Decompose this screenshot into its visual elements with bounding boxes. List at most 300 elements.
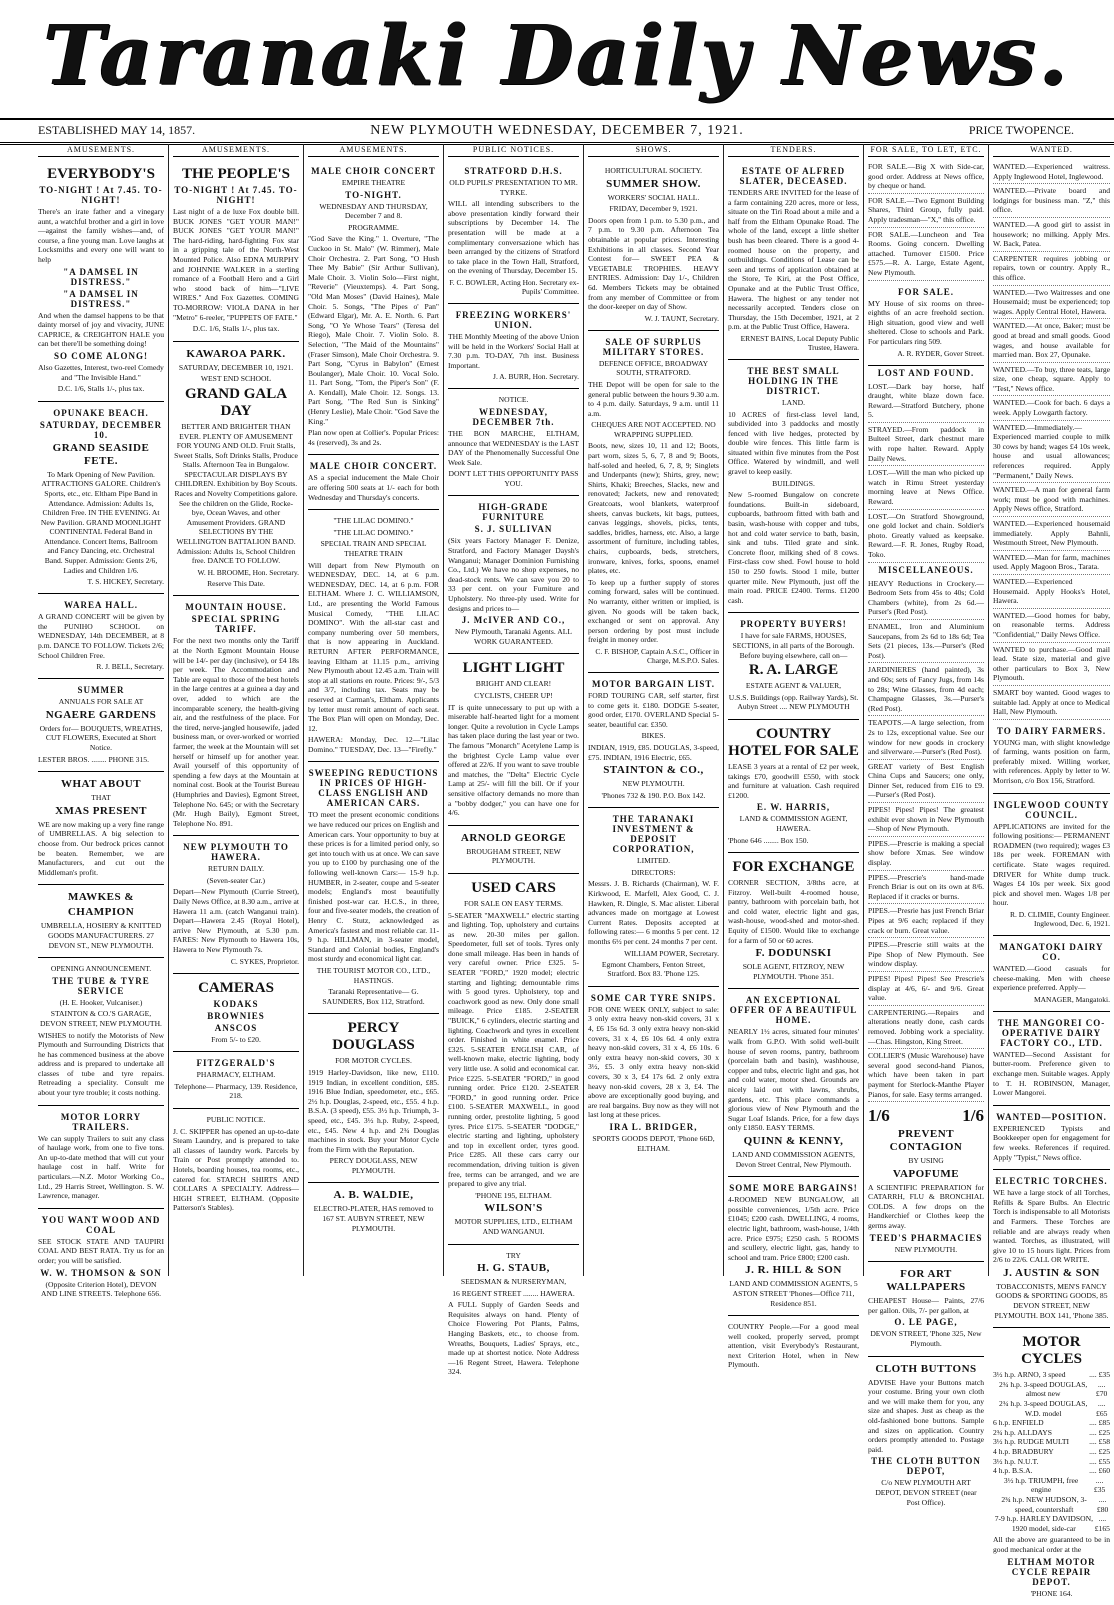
- ad-country-hotel: [728, 720, 859, 853]
- item-price: .... £165: [1094, 1514, 1110, 1533]
- ad-body: THE Depot will be open for sale to the general public between the hours 9.30 a.m. to 4 p.m. daily. Saturdays, 9 a.m. until 11 a.m.: [588, 379, 719, 418]
- ad-warea: [38, 594, 164, 679]
- ad-horticultural: [588, 160, 719, 331]
- classified-item: FOR SALE.—Luncheon and Tea Rooms. Going concern. Dwelling attached. Turnover £1500. Price £575.—R. A. Large, Estate Agent, New Plymouth.: [868, 228, 984, 281]
- ad-title: YOU WANT WOOD AND COAL: [41, 1214, 161, 1235]
- ad-title: SALE OF SURPLUS MILITARY STORES.: [602, 336, 705, 357]
- price-row: [993, 1457, 1110, 1467]
- ad-subtitle: EMPIRE THEATRE: [341, 178, 406, 187]
- ad-percy-douglass: [308, 1014, 439, 1183]
- classified-item: WANTED.—At once, Baker; must be good at bread and small goods. Good wages, and house available for married man. Box 27, Opunake.: [993, 319, 1110, 362]
- ad-title: ARNOLD GEORGE: [460, 831, 567, 844]
- ad-subtitle: (Seven-seater Car.): [206, 875, 266, 885]
- ad-title: FOR SALE.: [897, 286, 954, 297]
- item-price: .... £55: [1089, 1456, 1110, 1466]
- ad-title: MOTOR LORRY TRAILERS.: [60, 1111, 142, 1132]
- column-heading: AMUSEMENTS.: [308, 145, 439, 157]
- ad-body: WISHES to notify the Motorists of New Plymouth and Surrounding Districts that he has commenced business at the above address and is prepared to undertake all classes of tube and tyre repairs. Retreading a speciality. Consult me about your tyre trouble; it costs nothing.: [38, 1030, 164, 1098]
- ad-title: SUMMER: [77, 685, 125, 696]
- ad-date: SATURDAY, DECEMBER 10.: [39, 419, 163, 440]
- ad-address: SPORTS GOODS DEPOT, 'Phone 66D, ELTHAM.: [592, 1133, 715, 1153]
- ad-wood: [38, 1209, 164, 1306]
- ad-subtitle: SPECIAL TRAIN AND SPECIAL THEATRE TRAIN: [320, 539, 427, 558]
- ad-subtitle: FOR SALE ON EASY TERMS.: [464, 898, 563, 908]
- column-heading: SHOWS.: [588, 145, 719, 157]
- ad-electric-torches: [993, 1170, 1110, 1328]
- ad-heading: HORTICULTURAL SOCIETY.: [604, 166, 703, 175]
- item-name: 3½ h.p. RUDGE MULTI: [993, 1437, 1070, 1447]
- item-name: 4 h.p. B.S.A.: [993, 1466, 1033, 1476]
- item-price: .... £80: [1096, 1494, 1109, 1514]
- ad-title: WANTED—POSITION.: [996, 1111, 1107, 1122]
- classified-item: FOR SALE.—Big X with Side-car, good order. Address at News office, by cheque or hand.: [868, 160, 984, 194]
- ad-title: AN EXCEPTIONAL OFFER OF A BEAUTIFUL HOME.: [729, 995, 858, 1026]
- ad-signature: THE CLOTH BUTTON DEPOT,: [871, 1456, 981, 1477]
- ad-address: BROUGHAM STREET, NEW PLYMOUTH.: [466, 846, 561, 866]
- ad-address: Egmont Chambers, Fenton Street, Stratford. Box 83. 'Phone 125.: [601, 959, 706, 979]
- ad-line: TO-NIGHT.: [345, 189, 402, 200]
- column-heading: TENDERS.: [728, 145, 859, 157]
- ad-beautiful-home: [728, 989, 859, 1177]
- section-heading: LOST AND FOUND.: [877, 367, 975, 378]
- ad-subtitle: WEST END SCHOOL: [200, 374, 272, 384]
- ad-title: ELECTRIC TORCHES.: [995, 1176, 1108, 1187]
- ad-body: 5-SEATER "MAXWELL" electric starting and lighting. Top, upholstery and curtains as new. 20-30 miles per gallon. Speedometer, full set of tools. Tyres only done small mileage. Has been in hands of very careful owner. Price £325. 5-SEATER "FORD," 1920 model; electric starting and lighting; demountable rims with 5 good tyres. Upholstery, top and coachwork good as new. Only done small mileage. Price £185. 2-SEATER "BUICK," 6 cylinders, electric starting and lighting. Coachwork and tyres in excellent order. Finished in white enamel. Price £325. 5-SEATER ENGLISH CAR, of well-known make, electric lighting, body very little use. A solid and economical car. Price £225. 5-SEATER "FORD," in good running order. Price £120. 2-SEATER "FORD," in good running order. Price £100. 5-SEATER MAXWELL, in good running order, prestolite lighting, 5 good tyres. Price £175. 5-SEATER "DODGE," electric starting and lighting, upholstery and top in excellent order, tyres good. Price £285. All these cars carry our recommendation, driving tuition is given free, terms can be arranged, and we are prepared to give any trial.: [448, 910, 579, 1189]
- ad-subtitle: SPECIAL SPRING TARIFF.: [191, 614, 281, 635]
- price-row: [993, 1447, 1110, 1457]
- ad-address: LAND AND COMMISSION AGENTS, 5 ASTON STREET 'Phones—Office 711, Residence 851.: [729, 1279, 858, 1308]
- ad-signature: E. W. HARRIS,: [756, 802, 831, 813]
- ad-stratford-dhs: [448, 160, 579, 304]
- ad-body: WANTED.—Good casuals for cheese-making. Men with cheese experience preferred. Apply—: [993, 964, 1110, 993]
- ad-title: LIGHT LIGHT: [462, 660, 565, 677]
- ad-bon-marche: [448, 389, 579, 496]
- ad-line: TO-NIGHT ! At 7.45. TO-NIGHT!: [174, 185, 298, 205]
- ad-body: Also Gazettes, Interest, two-reel Comedy and "The Invisible Hand.": [38, 362, 164, 382]
- item-name: 2¾ h.p. NEW HUDSON, 3-speed, countershaft: [1001, 1494, 1087, 1514]
- classified-item: WANTED.—A good girl to assist in housework; no milking. Apply Mrs. W. Back, Patea.: [993, 218, 1110, 252]
- ad-house-for-sale: [868, 281, 984, 366]
- column-heading: AMUSEMENTS.: [173, 145, 299, 157]
- ad-furniture: [448, 496, 579, 654]
- ad-title: USED CARS: [471, 879, 556, 896]
- classified-item: PIPES.—Presrie has just French Briar Pipes at 9/6 each; replaced if they crack or burn. Great value.: [868, 904, 984, 938]
- ad-signature: W. W. THOMSON & SON: [40, 1267, 162, 1278]
- ad-signature: STAINTON & CO.,: [603, 764, 704, 777]
- ad-body: WE are now making up a very fine range of UMBRELLAS. A big selection to choose from. Our bedrock prices cannot be beaten. Remember, we are Manufacturers, and cut out the Middleman's profit.: [38, 819, 164, 877]
- ad-body: FORD TOURING CAR, self starter, first to come gets it. £180. DODGE 5-seater, good order, £170. OVERLAND Special 5-seater, beautiful car. £350.: [588, 690, 719, 729]
- ad-title: INGLEWOOD COUNTY COUNCIL.: [993, 799, 1110, 820]
- ad-title: OPUNAKE BEACH.: [53, 407, 149, 418]
- ad-title: SOME CAR TYRE SNIPS.: [590, 992, 717, 1003]
- price: PRICE TWOPENCE.: [968, 123, 1074, 137]
- ad-subtitle: LAND & COMMISSION AGENT, HAWERA.: [739, 814, 848, 833]
- price-row: [993, 1380, 1110, 1399]
- ad-address: U.S.S. Buildings (opp. Railway Yards), St. Aubyn Street .... NEW PLYMOUTH: [728, 692, 859, 712]
- ad-signature: J. AUSTIN & SON: [1003, 1266, 1100, 1279]
- ad-title: MOTOR BARGAIN LIST.: [592, 678, 715, 689]
- ad-fitzgerald: [173, 1052, 299, 1109]
- ad-address: NEW PLYMOUTH.: [622, 779, 685, 789]
- ad-title: S. J. SULLIVAN: [474, 524, 553, 535]
- ad-body: Plan now open at Collier's. Popular Prices: 4s (reserved), 3s and 2s.: [308, 428, 439, 447]
- ad-signature: PERCY DOUGLASS, NEW PLYMOUTH.: [329, 1156, 418, 1175]
- ad-subtitle: ANNUALS FOR SALE AT: [58, 697, 144, 707]
- column-public-notices: [444, 144, 584, 1377]
- classified-item: COLLIER'S (Music Warehouse) have several good second-hand Pianos, which have been taken in part payment for Sterlock-Manthe Player Pianos, for sale. Easy terms arranged.: [868, 1049, 984, 1102]
- ad-title: A. B. WALDIE,: [333, 1189, 414, 1202]
- ad-signature: T. S. HICKEY, Secretary.: [87, 577, 164, 587]
- ad-title: FOR ART WALLPAPERS: [886, 1268, 966, 1294]
- ad-footer: To keep up a further supply of stores coming forward, sales will be continued. No warranty, either written or implied, is given. No goods will be taken back, exchanged or sent on approval. Any person ordering by post must include freight in money order.: [588, 577, 719, 645]
- ad-subtitle: OLD PUPILS' PRESENTATION TO MR. TYRKE.: [449, 178, 578, 197]
- ad-signature: W. J. TAUNT, Secretary.: [644, 313, 719, 323]
- ad-phone: 'Phone 646 ........ Box 150.: [728, 835, 809, 845]
- dateline: [0, 118, 1114, 145]
- ad-title: GRAND SEASIDE FETE.: [52, 441, 150, 467]
- column-amusements-3: [304, 144, 444, 1276]
- ad-title: FITZGERALD'S: [196, 1058, 276, 1069]
- newspaper-title: Taranaki Daily News.: [43, 8, 1071, 104]
- ad-title: GRAND GALA DAY: [184, 385, 288, 419]
- price-row: [993, 1495, 1110, 1514]
- ad-title: EVERYBODY'S: [47, 166, 155, 182]
- ad-wanted-position: [993, 1106, 1110, 1170]
- product-name: ANSCOS: [214, 1022, 258, 1033]
- ad-subtitle: BRIGHT AND CLEAR!: [475, 679, 552, 689]
- price-row: [993, 1399, 1110, 1418]
- ad-subtitle: PHARMACY, ELTHAM.: [196, 1070, 276, 1080]
- column-tenders: [724, 144, 864, 1370]
- ad-title: HIGH-GRADE FURNITURE: [478, 502, 549, 523]
- ad-body: 10 ACRES of first-class level land, subdivided into 3 paddocks and mostly fenced with live hedges, protected by double wire fences. This little farm is situated within five minutes from the Post Office. Watered by windmill, and well gravel to keep easily.: [728, 409, 859, 477]
- ad-inglewood-council: [993, 794, 1110, 936]
- ad-footer: HAWERA: Monday, Dec. 12—"Lilac Domino." TUESDAY, Dec. 13—"Firefly.": [308, 735, 439, 754]
- ad-body: ELECTRO-PLATER, HAS removed to 167 ST. AUBYN STREET, NEW PLYMOUTH.: [313, 1204, 434, 1233]
- ad-title: ESTATE OF ALFRED SLATER, DECEASED.: [739, 166, 848, 186]
- ad-body: Messrs. J. B. Richards (Chairman), W. F. Kirkwood, E. Marfell, Alex Good, C. J. Hawken, R. Dingle, S. Mac alister. Liberal advances made on mortgage at Lowest Current Rates. Deposits accepted at following rates:— 6 months 5 per cent. 12 months 6½ per cent. 24 months 7 per cent.: [588, 879, 719, 947]
- classified-item: WANTED.—Cook for bach. 6 days a week. Apply Lowgarth factory.: [993, 396, 1110, 420]
- ad-signature: ERNEST BAINS, Local Deputy Public Trustee, Hawera.: [740, 333, 859, 352]
- ad-body: TENDERS ARE INVITED for the lease of a farm containing 220 acres, more or less, situate on the Tiri Road about a mile and a half from the Eltham Opunake Road. The whole of the land, except a little shelter bush has been cleared. There is a good 4-roomed house on the property, and outbuildings. Conditions of Lease can be seen and terms of application obtained at the Store, Te Kiri, at the Post Office, Opunake and at the Public Trust Office, Hawera. The highest or any tender not necessarily accepted. Tenders close on Thursday, the 15th December, 1921, at 2 p.m. at the Public Trust Office, Hawera.: [728, 188, 859, 332]
- ad-title: WHAT ABOUT: [60, 778, 142, 791]
- ad-title: MAWKES &: [67, 891, 135, 904]
- item-name: 2¾ h.p. 3-speed DOUGLAS, W.D. model: [999, 1399, 1088, 1418]
- column-heading: WANTED.: [993, 145, 1110, 157]
- ad-arnold-george: [448, 826, 579, 874]
- ad-title: PREVENT CONTAGION: [889, 1128, 963, 1154]
- ad-body: 4-ROOMED NEW BUNGALOW, all possible conveniences, 1/5th acre. Price £1045; £200 cash. DWELLING, 4 rooms, electric light, bathroom, wash-house, 1/4th acre. Price £975; £250 cash. 5 ROOMS and scullery, electric light, gas, handy to school and tram. Price £800; £200 cash.: [728, 1195, 859, 1262]
- ad-subtitle: WORKERS' SOCIAL HALL.: [607, 192, 700, 202]
- ad-body: SEE STOCK STATE AND TAUPIRI COAL AND BEST RATA. Try us for an order; you will be satisfied.: [38, 1236, 164, 1265]
- ad-tyre-snips: [588, 987, 719, 1160]
- ad-title: SUMMER SHOW.: [606, 177, 701, 190]
- ad-body: CORNER SECTION, 3/8ths acre, at Fitzroy. Well-built 4-roomed house, pantry, bathroom with porcelain bath, hot and cold water, electric light and gas, wash-house, wood-shed and motor-shed. Equity of £1500. Would like to exchange for a farm of 50 or 60 acres.: [728, 878, 859, 945]
- ad-title: COUNTRY HOTEL FOR SALE: [728, 725, 859, 759]
- classified-item: LOST.—On Stratford Showground, one gold locket and chain. Soldier's photo. Greatly valued as keepsake. Reward.—F. R. Jones, Rugby Road, Toko.: [868, 510, 984, 563]
- ad-title: THE TARANAKI INVESTMENT & DEPOSIT CORPORATION,: [612, 814, 695, 855]
- item-price: .... £60: [1089, 1466, 1110, 1476]
- ad-title: MOUNTAIN HOUSE.: [185, 602, 287, 613]
- price-right: 1/6: [962, 1106, 984, 1126]
- ad-freezing-workers: [448, 304, 579, 389]
- ad-title: XMAS PRESENT: [55, 804, 147, 817]
- classified-item: PIPES! Pipes! Pipes! The greatest exhibit ever shown in New Plymouth—Shop of New Plymouth.: [868, 803, 984, 837]
- ad-body: AS a special inducement the Male Choir are offering 500 seats at 1/- each for both Wednesday and Thursday's concerts.: [308, 473, 439, 502]
- ad-body: EXPERIENCED Typists and Bookkeeper open for engagement for few weeks. References if required. Apply "Typist," News office.: [993, 1123, 1110, 1162]
- ad-investment: [588, 808, 719, 987]
- ad-body: A GRAND CONCERT will be given by the PUNIHO SCHOOL on WEDNESDAY, 14th DECEMBER, at 8 p.m. DANCE TO FOLLOW. Tickets 2/6; School Children Free.: [38, 612, 164, 660]
- ad-mangorei: [993, 1012, 1110, 1106]
- item-price: .... £35: [1089, 1370, 1110, 1380]
- ad-subtitle: RETURN DAILY.: [207, 864, 265, 874]
- ad-everybodys: [38, 160, 164, 402]
- ad-car-service: [173, 836, 299, 973]
- classified-item: WANTED.—Good homes for baby, on reasonable terms. Address "Confidential," Daily News Office.: [993, 609, 1110, 643]
- ad-heading: OPENING ANNOUNCEMENT.: [50, 964, 152, 974]
- ad-country-people: [728, 1316, 859, 1377]
- ad-more-bargains: [728, 1177, 859, 1316]
- ad-body: There's an irate father and a vinegary aunt, a watchful brother and a girl in love—against the family wishes—and, of course, a fine young man. Love laughs at Locksmiths and every one will want to help: [38, 207, 164, 264]
- price-row: [993, 1418, 1110, 1428]
- item-price: .... £35: [1093, 1475, 1106, 1495]
- ad-body: Depart—New Plymouth (Currie Street), Daily News Office, at 8.30 a.m., arrive at Hawera 11 a.m. (catch Wanganui train). Depart—Hawera 2.45 (Royal Hotel), arrive New Plymouth, at 5.30 p.m. FARES: New Plymouth to Hawera 10s, Hawera to New Plymouth 7s.: [173, 887, 299, 955]
- ad-title: CAMERAS: [198, 979, 274, 996]
- ad-body: (Six years Factory Manager F. Denize, Stratford, and Factory Manager Daysh's Wanganui; Manager Dominion Furnishing Co., Ltd.) We have no shop expenses, no dead-stock rents. We can save you 20 to 33 per cent. on your Furniture and Upholstery. No three-ply used. Write for designs and prices to—: [448, 536, 579, 613]
- ad-male-choir-concert: [308, 455, 439, 510]
- classified-item: TEAPOTS.—A large selection, from 2s to 12s, exceptional value. See our window for new goods in crockery and silverware.—Purser's (Red Post).: [868, 716, 984, 759]
- ad-subtitle: DIRECTORS:: [631, 867, 676, 877]
- ad-body: YOUNG man, with slight knowledge of farming, wants position on farm, preferably mixed. Willing worker, with references. Apply by letter to W. Morrison, c/o Box 156, Stratford.: [993, 737, 1110, 786]
- ad-body: All the above are guaranteed to be in good mechanical order at the: [993, 1535, 1110, 1554]
- ad-title: MANGATOKI DAIRY CO.: [999, 942, 1104, 962]
- ad-signature: A. R. RYDER, Gover Street.: [897, 348, 984, 358]
- ad-signature: WILSON'S: [484, 1202, 543, 1215]
- ad-title: PERCY DOUGLASS: [332, 1020, 415, 1054]
- classified-item: FOR SALE.—Two Egmont Building Shares, Third Group, fully paid. Apply tradesman—"X," this office.: [868, 194, 984, 228]
- ad-body: INDIAN, 1919, £85. DOUGLAS, 3-speed, £75. INDIAN, 1916 Electric, £65.: [588, 742, 719, 762]
- ad-address: C/o NEW PLYMOUTH ART DEPOT, DEVON STREET (near Post Office).: [875, 1478, 977, 1507]
- classified-item: WANTED.—A man for general farm work; must be good with machines. Apply News office, Stratford.: [993, 483, 1110, 517]
- ad-heading: NOTICE.: [498, 395, 529, 405]
- ad-body: "God Save the King." 1. Overture, "The Cuckoo in St. Malo" (W. Rimmer), Male Choir Orchestra. 2. Part Song, "O Hush Thee My Babie" (Sir Arthur Sullivan), Male Choir. 3. Violin Solo—First night, "Reverie" (Vieuxtemps). 4. Part Song, "Old Man Moses" (David Haines), Male Choir. 5. Songs, "The Pipes o' Pan" (Edward Elgar), Mr. A. E. North. 6. Part Song, "O Ye Whose Tears" (Teresa del Riego), Male Choir. 7. Violin Solo. 8. Selection, "The Maid of the Mountains" (Fraser Simson), Male Choir Orchestra. 9. Part Song, "Cyrus in Babylon" (Ernest Boulanger), Male Choir. 10. Vocal Solo. 11. Part Song, "Tom, the Piper's Son" (F. A. Kendall), Male Choir. 12. Songs. 13. Part Song, "The Red Sun is Sinking" (Henry Leslie), Male Choir. "God Save the King.": [308, 234, 439, 426]
- classified-item: WANTED.—To buy, three teats, large size, one cheap, square. Apply to "Test," News office.: [993, 363, 1110, 397]
- price-row: [993, 1370, 1110, 1380]
- ad-body: MY House of six rooms on three-eighths of an acre freehold section. High situation, good view and well sheltered. Close to schools and Park. For particulars ring 509.: [868, 298, 984, 346]
- columns: [34, 144, 1114, 1598]
- ad-signature: R. A. LARGE: [748, 662, 839, 679]
- ad-signature: THE TOURIST MOTOR CO., LTD., HASTINGS.: [316, 965, 431, 985]
- ad-subtitle: ESTATE AGENT & VALUER,: [745, 681, 842, 691]
- ad-line: SO COME ALONG!: [53, 350, 148, 361]
- classified-item: STRAYED.—From paddock in Bulteel Street, dark chestnut mare with rope halter. Reward. Apply Daily News.: [868, 423, 984, 466]
- ad-body: COUNTRY People.—For a good meal well cooked, properly served, prompt attention, visit Everybody's Restaurant, next Criterion Hotel, when in New Plymouth.: [728, 1322, 859, 1370]
- ad-signature: C. SYKES, Proprietor.: [230, 956, 299, 966]
- ad-title: CLOTH BUTTONS: [875, 1362, 977, 1375]
- product-name: VAPOFUME: [892, 1167, 960, 1180]
- ad-cameras: [173, 974, 299, 1053]
- price-row: [993, 1428, 1110, 1438]
- column-heading: FOR SALE, TO LET, ETC.: [868, 145, 984, 157]
- ad-footer: Taranaki Representative— G. SAUNDERS, Box 112, Stratford.: [322, 987, 425, 1006]
- ad-light: [448, 654, 579, 825]
- ad-signature: TEED'S PHARMACIES: [869, 1232, 983, 1243]
- ad-body: Orders for— BOUQUETS, WREATHS, CUT FLOWERS, Executed at Short Notice.: [39, 723, 163, 752]
- ad-title: TO DAIRY FARMERS.: [996, 725, 1107, 736]
- ad-date: SATURDAY, DECEMBER 10, 1921.: [178, 362, 294, 372]
- section-heading: MISCELLANEOUS.: [878, 564, 974, 575]
- ad-body: Last night of a de luxe Fox double bill. BUCK JONES "GET YOUR MAN!" BUCK JONES "GET YOUR MAN!" The hard-riding, hard-fighting Fox star in a gripping tale of the North-West Mounted Police. Also EDNA MURPHY and JOHNNIE WALKER in a sterling romance of a Football Hero and a Girl who stood back of him—"LIVE WIRES." And Fox Gazettes. COMING TO-MORROW: VIOLA DANA in her "Metro" 6-reeler, "PUPPETS OF FATE.": [173, 207, 299, 322]
- classified-item: WANTED.—Two Waitresses and one Housemaid; must be experienced; top wages. Apply Central Hotel, Hawera.: [993, 286, 1110, 320]
- ad-military-stores: [588, 331, 719, 673]
- ad-address: 16 REGENT STREET ........ HAWERA.: [452, 1288, 575, 1298]
- ad-signature: IRA L. BRIDGER,: [609, 1121, 698, 1132]
- ad-body: ADVISE Have your Buttons match your costume. Bring your own cloth and we will make them for you, any size and shapes. Just as cheap as the old-fashioned bone buttons. Sample and sizes on application. Country orders promptly attended to. Postage paid.: [868, 1377, 984, 1454]
- classified-item: SMART boy wanted. Good wages to suitable lad. Apply at once to Medical Hall, New Plymouth.: [993, 686, 1110, 720]
- column-amusements-2: [169, 144, 304, 1276]
- ad-signature: C. F. BISHOP, Captain A.S.C., Officer in Charge, M.S.P.O. Sales.: [595, 646, 719, 665]
- ad-title: WAREA HALL.: [63, 600, 138, 611]
- item-name: 7-9 h.p. HARLEY DAVIDSON, 1920 model, side-car: [994, 1514, 1093, 1533]
- ad-address: SOLE AGENT, FITZROY, NEW PLYMOUTH. 'Phone 351.: [742, 962, 845, 981]
- ad-footer: New Plymouth, Taranaki Agents. ALL WORK GUARANTEED.: [454, 627, 573, 646]
- classified-item: PIPES.—Prescrie still waits at the Pipe Shop of New Plymouth. See window display.: [868, 938, 984, 972]
- ad-title: MALE CHOIR CONCERT.: [309, 461, 438, 472]
- price-row: [868, 1106, 984, 1126]
- item-name: 6 h.p. ENFIELD: [993, 1418, 1044, 1428]
- ad-body: WE have a large stock of all Torches, Refills & Spare Bulbs. An Electric Torch is indispensable to all Motorists and Farmers. These Torches are reliable and are always ready when wanted. Torches, as illustrated, will give 10 to 15 hours light. Prices from 2/6 to 22/6. CALL OR WRITE.: [993, 1188, 1110, 1265]
- ad-mawkes: [38, 885, 164, 958]
- classified-item: CARPENTER requires jobbing or repairs, town or country. Apply R., this office.: [993, 252, 1110, 286]
- classified-item: PIPES! Pipes! Pipes! See Prescrie's display at 4/6, 6/- and 9/6. Great value.: [868, 972, 984, 1006]
- ad-body: CHEAPEST House— Paints, 27/6 per gallon. Oils, 7/- per gallon, at: [868, 1296, 984, 1315]
- ad-phone: 'PHONE 164.: [1030, 1588, 1073, 1598]
- ad-opunake: [38, 402, 164, 595]
- issue-date: NEW PLYMOUTH WEDNESDAY, DECEMBER 7, 1921.: [370, 123, 744, 138]
- ad-title: FREEZING WORKERS' UNION.: [455, 309, 572, 330]
- ad-body: FOR ONE WEEK ONLY, subject to sale: 3 only extra heavy non-skid covers, 31 x 4, £6 15s 6d. 3 only extra heavy non-skid covers, 31 x 4, £6 10s 6d. 4 only extra heavy non-skid covers, 31 x 4, £6 10s. 6 only extra heavy non-skid covers, 30 x 3½, £5. 3 only extra heavy non-skid covers, 30 x 3, £4 17s 6d. 2 only extra heavy non-skid covers, 28 x 3, £4. The above are exceptionally good buying, and are real bargains. Buy now as they will not last long at these prices.: [588, 1004, 719, 1120]
- ad-line: Reserve This Date.: [207, 578, 265, 588]
- classified-item: WANTED.—Experienced housemaid immediately. Apply Bahnli, Westmouth Street, New Plymouth.: [993, 517, 1110, 551]
- ad-signature: ELTHAM MOTOR CYCLE REPAIR DEPOT.: [1007, 1556, 1096, 1587]
- ad-signature: J. A. BURR, Hon. Secretary.: [493, 372, 579, 382]
- ad-body: BETTER AND BRIGHTER THAN EVER. PLENTY OF AMUSEMENT FOR YOUNG AND OLD. Fruit Stalls, Sweet Stalls, Soft Drinks Stalls, Produce Stalls. Afternoon Tea in Bungalow. SPECTACULAR DISPLAYS BY CHILDREN. Exhibition by Boy Scouts. Races and Novelty Competitions galore. See the children on the Glide, Rocke-bye, Ocean Waves, and other Amusement Providers. GRAND SELECTIONS BY THE WELLINGTON BATTALION BAND. Admission: Adults 1s, School Children free. DANCE TO FOLLOW.: [174, 421, 298, 566]
- ad-male-choir: [308, 160, 439, 455]
- classified-item: WANTED.—Experienced Housemaid. Apply Hooks's Hotel, Hawera.: [993, 575, 1110, 609]
- ad-body: NEARLY 1½ acres, situated four minutes' walk from G.P.O. With solid well-built house of seven rooms, pantry, bathroom (porcelain bath and basin), washhouse, copper and tubs, electric light and gas, hot and cold water, motor shed. Grounds are nicely laid out with lawns, shrubs, gardens, etc. This place commands a glorious view of New Plymouth and the Sugar Loaf Islands. Price, for a few days only £1850. EASY TERMS.: [728, 1027, 859, 1133]
- ad-signature: F. DODUNSKI: [755, 947, 832, 960]
- ad-motor-cycles: [993, 1328, 1110, 1605]
- ad-signature: WILLIAM POWER, Secretary.: [624, 948, 719, 958]
- item-name: 2¾ h.p. 3-speed DOUGLAS, almost new: [998, 1379, 1088, 1399]
- ad-phone: LESTER BROS. ........ PHONE 315.: [38, 754, 149, 764]
- ad-body: And when the damsel happens to be that dainty morsel of joy and vivacity, JUNE CAPRICE, & CREIGHTON HALE you can bet there'll be something doing!: [38, 310, 164, 349]
- ad-staub: [448, 1245, 579, 1385]
- ad-body: WANTED—Second Assistant for butter-room. Preference given to exchange men. Suitable wages. Apply to T. H. ROBINSON, Manager, Lower Mangorei.: [993, 1049, 1110, 1098]
- ad-title: "THE LILAC DOMINO.": [333, 527, 414, 537]
- ad-subtitle: SEEDSMAN & NURSERYMAN,: [460, 1277, 567, 1287]
- ad-lilac-domino: [308, 510, 439, 762]
- classified-item: LOST.—Dark bay horse, half draught, white blaze down face. Reward.—Stratford Butchery, phone 5.: [868, 380, 984, 423]
- ad-subtitle: CYCLISTS, CHEER UP!: [474, 691, 553, 700]
- product-name: BROWNIES: [207, 1010, 265, 1021]
- ad-dairy-farmers: [993, 720, 1110, 794]
- ad-motor-bargains: [588, 673, 719, 808]
- column-shows: [584, 144, 724, 1276]
- ad-body: New 5-roomed Bungalow on concrete foundations. Built-in sideboard, cupboards, bathroom fitted with bath and basin, wash-house with copper and tubs, hot and cold water service to bath, basin, sink and tubs. Tiled grate and sink. Concrete floor, milking shed of 8 cows. First-class cow shed. Fowl house to hold 150 to 250 fowls. Stood 1 mile, butter quarter mile. New Plymouth, just off the main road. PRICE £2400. Terms. £1200 cash.: [728, 490, 859, 605]
- ad-body: A FULL Supply of Garden Seeds and Requisites always on hand. Plenty of Choice Flowering Pot Plants, Palms, Hanging Baskets, etc., to choose from. Wreaths, Bouquets, Ladies' Sprays, etc., made up at shortest notice. Note Address—16 Regent Street, Hawera. Telephone 324.: [448, 1300, 579, 1377]
- item-price: .... £70: [1095, 1379, 1108, 1399]
- ad-signature: R. J. BELL, Secretary.: [96, 662, 164, 672]
- ad-slater-estate: [728, 160, 859, 360]
- ad-body: THE Monthly Meeting of the above Union will be held in the Workers' Social Hall at 7.30 p.m. TO-DAY, 7th inst. Business Important.: [448, 331, 579, 370]
- ad-title: H. G. STAUB,: [477, 1262, 550, 1275]
- ad-body: To Mark Opening of New Pavilion. ATTRACTIONS GALORE. Children's Sports, etc., etc. Eltham Pipe Band in Attendance. Admission: Adults 1s, Children Free. IN THE EVENING. At New Pavilion. GRAND MOONLIGHT CONTINENTAL Federal Band in Attendance. Concert Items, Ballroom and Fancy Dancing, etc. Orchestral Band. Supper. Admission: Gents 2/6, Ladies and Children 1/6.: [40, 469, 162, 575]
- ad-title: FOR EXCHANGE: [732, 859, 855, 876]
- ad-ngaere: [38, 679, 164, 772]
- column-wanted: [989, 144, 1114, 1598]
- classified-item: WANTED.—Man for farm, machines used. Apply Magoon Bros., Tarata.: [993, 551, 1110, 575]
- ad-peoples: [173, 160, 299, 342]
- ad-body: Will depart from New Plymouth on WEDNESDAY, DEC. 14, at 6 p.m. WEDNESDAY, DEC. 14, at 6 p.m. FOR ELTHAM. Where J. C. WILLIAMSON, Ltd., are presenting the World Famous Musical Comedy, "THE LILAC DOMINO". With the all-star cast and company numbering over 50 members, that is now appearing in Auckland. RETURN AFTER PERFORMANCE, leaving Eltham at 11.15 p.m., arriving New Plymouth about 12.45 a.m. Train will stop at all stations en route. Prices: 9/-, 5/3 and 3/7, including tax. Seats may be reserved at Carman's, Eltham. Applicants by letter must remit amount of each seat. The Box Plan will open on Monday, Dec. 12.: [308, 560, 439, 733]
- ad-used-cars: [448, 874, 579, 1245]
- ad-date: FRIDAY, December 9, 1921.: [609, 204, 698, 214]
- ad-for-exchange: [728, 853, 859, 989]
- ad-small-holding: [728, 360, 859, 613]
- ad-footer: MOTOR SUPPLIES, LTD., ELTHAM AND WANGANUI.: [454, 1217, 573, 1236]
- ad-title: MALE CHOIR CONCERT: [311, 166, 436, 176]
- ad-signature: R. D. CLIMIE, County Engineer. Inglewood, Dec. 6, 1921.: [1010, 910, 1110, 928]
- ad-title: THAT: [91, 793, 111, 803]
- item-price: .... £25: [1089, 1447, 1110, 1456]
- ad-date: WEDNESDAY, DECEMBER 7th.: [472, 406, 555, 427]
- ad-xmas: [38, 772, 164, 885]
- ad-body: I have for sale FARMS, HOUSES, SECTIONS, in all parts of the Borough. Before buying elsewhere, call on—: [732, 631, 855, 660]
- ad-body: Doors open from 1 p.m. to 5.30 p.m., and 7 p.m. to 9.30 p.m. Afternoon Tea obtainable at popular prices. Interesting Exhibitions in all classes. Second Year Contest for— SWEET PEA & VEGETABLE TROPHIES. HEAVY ENTRIES. Admission: Day 1/-, Children 6d. Members Tickets may be obtained from any member of Committee or from the door-keeper on day of Show.: [588, 215, 719, 312]
- ad-address: NEW PLYMOUTH.: [894, 1244, 958, 1254]
- ad-notice: CHEQUES ARE NOT ACCEPTED. NO WRAPPING SUPPLIED.: [591, 420, 716, 439]
- item-price: .... £85: [1089, 1418, 1110, 1428]
- ad-title: PROPERTY BUYERS!: [740, 619, 847, 630]
- classified-item: CARPENTERING.—Repairs and alterations neatly done, cash cards removed. Jobbing work a speciality.—Chas. Hingston, King Street.: [868, 1006, 984, 1049]
- ad-signature: MANAGER, Mangatoki.: [1033, 994, 1110, 1004]
- price-row: [993, 1476, 1110, 1495]
- classified-item: WANTED.—Private board and lodgings for business man. "Z," this office.: [993, 184, 1110, 218]
- ad-body: UMBRELLA, HOSIERY & KNITTED GOODS MANUFACTURERS. 27 DEVON ST., NEW PLYMOUTH.: [40, 921, 162, 950]
- ad-kawaroa: [173, 342, 299, 597]
- column-heading: PUBLIC NOTICES.: [448, 145, 579, 157]
- ad-heading: TRY: [506, 1250, 521, 1260]
- ad-mangatoki: [993, 936, 1110, 1012]
- ad-body: APPLICATIONS are invited for the following positions:— PERMANENT ROADMEN (two required); wages £3 18s per week. FOREMAN with certificate. State wages required. DRIVER for White dump truck. Wages £4 10s per week. Six good pick and shovel men. Wages 1/8 per hour.: [993, 821, 1110, 908]
- ad-cloth-buttons: [868, 1357, 984, 1515]
- ad-signature: F. C. BOWLER, Acting Hon. Secretary ex-Pupils' Committee.: [449, 277, 579, 296]
- item-price: .... £58: [1089, 1437, 1110, 1447]
- classified-item: GREAT variety of Best English China Cups and Saucers; one only, Dinner Set, reduced from £16 to £9.—Purser's (Red Post).: [868, 760, 984, 803]
- price-list: [993, 1370, 1110, 1533]
- masthead: [0, 0, 1114, 118]
- ad-title: SWEEPING REDUCTIONS IN PRICES OF HIGH-CLASS ENGLISH AND AMERICAN CARS.: [308, 768, 439, 809]
- ad-body: WILL all intending subscribers to the above presentation kindly forward their subscriptions by December 14. The presentation will be made at a complimentary conversazione which has been arranged by the citizens of Stratford to take place in the Town Hall, Stratford, on the evening of Thursday, December 15.: [448, 199, 579, 276]
- ad-signature: QUINN & KENNY,: [743, 1134, 844, 1147]
- ad-mountain-house: [173, 596, 299, 836]
- film-title: "A DAMSEL IN DISTRESS.": [63, 288, 139, 309]
- ad-title: THE TUBE & TYRE SERVICE: [52, 975, 150, 996]
- ad-body: THE BON MARCHE, ELTHAM, announce that WEDNESDAY is the LAST DAY of the Phenomenally Successful One Week Sale.: [448, 428, 579, 467]
- item-price: .... £25: [1089, 1427, 1110, 1437]
- ad-body: Boots, new, sizes 10, 11 and 12; Boots, part worn, sizes 5, 6, 7, 8 and 9; Boots, half-soled and heeled, 6, 7, 8, 9; Singlets and Underpants (new); Shirts, grey, new; Shirts, Khaki; Breeches, Slacks, new and renovated; Jackets, new and renovated; Greatcoats, wool blankets, waterproof sheets, canvas buckets, kit bags, puttees, canvas leggings, shovels, picks, tents, saddles, bridles, harness, etc. Also, a large assortment of furniture, including tables, chairs, cupboards, beds, stretchers, ironware, knives, forks, spoons, enamel plates, etc.: [588, 441, 719, 576]
- item-name: 3½ h.p. TRIUMPH, free engine: [1003, 1475, 1079, 1495]
